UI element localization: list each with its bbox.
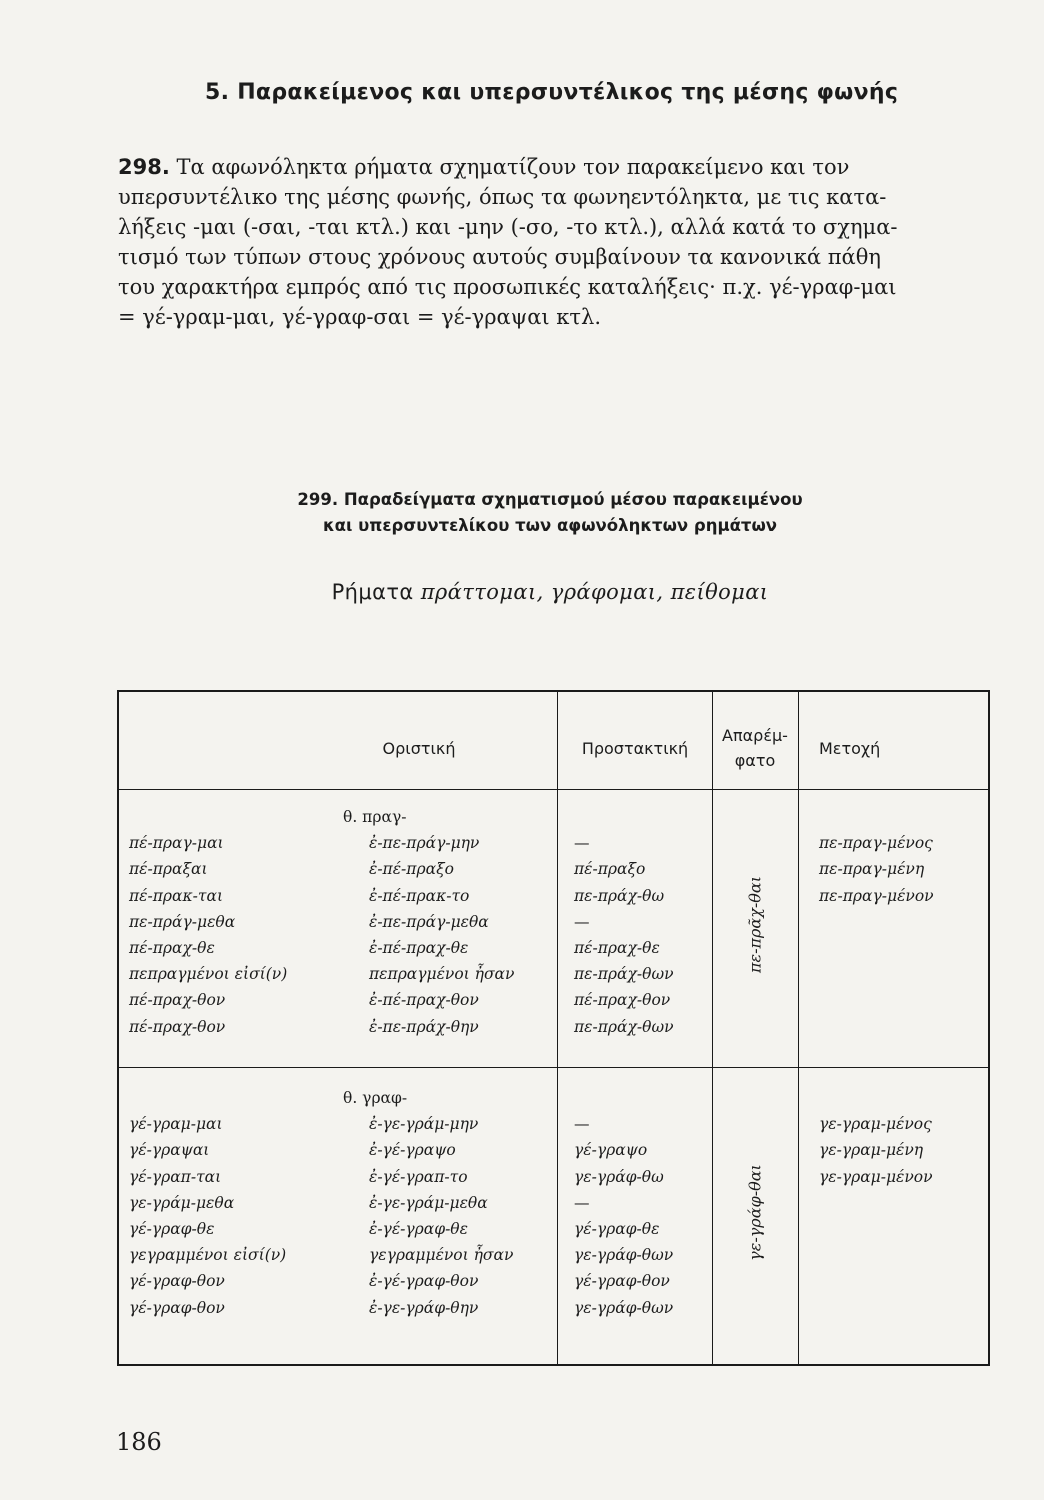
table-cell: γέ-γραπ-ται bbox=[129, 1167, 222, 1186]
table-cell: γέ-γραμ-μαι bbox=[129, 1115, 223, 1134]
table-cell: ἐ-πέ-πρακ-το bbox=[369, 886, 470, 905]
table-cell: πέ-πραξο bbox=[574, 860, 646, 879]
table-cell: πέ-πραχ-θε bbox=[574, 939, 660, 957]
table-cell: πέ-πραξαι bbox=[129, 860, 208, 879]
table-cell: ἐ-γέ-γραψο bbox=[369, 1141, 456, 1160]
table-cell: γεγραμμένοι ἦσαν bbox=[369, 1246, 514, 1265]
table-cell: πε-πράχ-θων bbox=[574, 1017, 674, 1036]
table-cell: πέ-πραγ-μαι bbox=[129, 834, 224, 853]
table-cell: ἐ-γέ-γραφ-θε bbox=[369, 1220, 468, 1238]
table-cell: — bbox=[574, 1193, 590, 1212]
header-aparemfato: Απαρέμ- φατο bbox=[722, 726, 788, 770]
table-cell: ἐ-πε-πράγ-μην bbox=[369, 834, 480, 853]
table-cell: — bbox=[574, 912, 590, 931]
table-cell: γε-γραμ-μένον bbox=[819, 1167, 933, 1186]
header-divider bbox=[119, 789, 988, 790]
table-cell: πέ-πραχ-θον bbox=[129, 991, 226, 1010]
table-cell: πέ-πραχ-θον bbox=[574, 991, 671, 1010]
table-cell: πε-πραγ-μένον bbox=[819, 886, 934, 905]
table-cell: πεπραγμένοι ἦσαν bbox=[369, 965, 515, 984]
stem-label: θ. πραγ- bbox=[343, 808, 407, 826]
table-cell: ἐ-πέ-πραχ-θον bbox=[369, 991, 479, 1010]
infinitive-vertical: πε-πρᾶχ-θαι bbox=[745, 875, 765, 974]
subheading-line-2: και υπερσυντελίκου των αφωνόληκτων ρημάτων bbox=[322, 516, 778, 535]
table-cell: πε-πράχ-θω bbox=[574, 886, 665, 905]
table-cell: πε-πραγ-μένη bbox=[819, 860, 925, 879]
table-cell: ἐ-πέ-πραξο bbox=[369, 860, 454, 879]
table-cell: γέ-γραφ-θε bbox=[574, 1220, 660, 1238]
table-cell: γε-γραμ-μένη bbox=[819, 1141, 924, 1160]
page-number: 186 bbox=[116, 1428, 162, 1456]
table-cell: γε-γράφ-θων bbox=[574, 1246, 674, 1265]
table-cell: γε-γράφ-θω bbox=[574, 1167, 664, 1186]
subheading-line-1: 299. Παραδείγματα σχηματισμού μέσου παρακειμένου bbox=[297, 490, 803, 509]
table-cell: πε-πραγ-μένος bbox=[819, 834, 933, 853]
header-oristiki: Οριστική bbox=[382, 739, 456, 758]
table-cell: πέ-πρακ-ται bbox=[129, 886, 224, 905]
table-cell: γε-γράφ-θων bbox=[574, 1298, 674, 1317]
stem-label: θ. γραφ- bbox=[343, 1089, 408, 1107]
table-cell: γέ-γραφ-θον bbox=[129, 1272, 225, 1291]
paragraph-line: 298. Τα αφωνόληκτα ρήματα σχηματίζουν τον παρακείμενο και τον bbox=[118, 155, 850, 179]
table-cell: ἐ-πε-πράγ-μεθα bbox=[369, 912, 489, 931]
table-cell: γε-γραμ-μένος bbox=[819, 1115, 932, 1134]
table-cell: γέ-γραψο bbox=[574, 1141, 648, 1160]
verbs-line bbox=[200, 580, 900, 604]
verbs-list: πράττομαι, γράφομαι, πείθομαι bbox=[420, 580, 769, 604]
table-cell: ἐ-γε-γράφ-θην bbox=[369, 1298, 479, 1317]
table-cell: πε-πράγ-μεθα bbox=[129, 912, 236, 931]
table-cell: πέ-πραχ-θον bbox=[129, 1017, 226, 1036]
paragraph-line: του χαρακτήρα εμπρός από τις προσωπικές καταλήξεις· π.χ. γέ-γραφ-μαι bbox=[118, 275, 897, 299]
table-cell: — bbox=[574, 834, 590, 853]
table-cell: γέ-γραφ-θε bbox=[129, 1220, 215, 1238]
paragraph-line: τισμό των τύπων στους χρόνους αυτούς συμβαίνουν τα κανονικά πάθη bbox=[118, 245, 881, 269]
header-prostaktiki: Προστακτική bbox=[581, 739, 689, 758]
table-cell: πεπραγμένοι εἰσί(ν) bbox=[129, 965, 288, 984]
table-cell: πε-πράχ-θων bbox=[574, 965, 674, 984]
table-cell: γε-γράμ-μεθα bbox=[129, 1193, 235, 1212]
column-divider bbox=[557, 692, 558, 1364]
column-divider bbox=[798, 692, 799, 1364]
paragraph-line: υπερσυντέλικο της μέσης φωνής, όπως τα φωνηεντόληκτα, με τις κατα- bbox=[118, 185, 887, 209]
subheading-299 bbox=[200, 487, 900, 539]
verbs-prefix: Ρήματα bbox=[331, 580, 414, 604]
table-cell: γέ-γραψαι bbox=[129, 1141, 210, 1160]
conjugation-table bbox=[117, 690, 990, 1366]
paragraph-298 bbox=[118, 152, 988, 332]
table-cell: ἐ-γε-γράμ-μεθα bbox=[369, 1193, 488, 1212]
block-divider bbox=[119, 1067, 988, 1068]
table-cell: ἐ-γε-γράμ-μην bbox=[369, 1115, 479, 1134]
paragraph-line: = γέ-γραμ-μαι, γέ-γραφ-σαι = γέ-γραψαι κτλ. bbox=[118, 305, 602, 329]
infinitive-vertical: γε-γράφ-θαι bbox=[745, 1164, 765, 1261]
table-cell: ἐ-γέ-γραφ-θον bbox=[369, 1272, 479, 1291]
table-cell: γεγραμμένοι εἰσί(ν) bbox=[129, 1246, 287, 1265]
table-cell: γέ-γραφ-θον bbox=[574, 1272, 670, 1291]
table-cell: ἐ-γέ-γραπ-το bbox=[369, 1167, 468, 1186]
column-divider bbox=[712, 692, 713, 1364]
table-cell: — bbox=[574, 1115, 590, 1134]
header-metochi: Μετοχή bbox=[819, 739, 881, 758]
paragraph-number: 298. bbox=[118, 155, 170, 179]
table-cell: πέ-πραχ-θε bbox=[129, 939, 215, 957]
paragraph-line: λήξεις -μαι (-σαι, -ται κτλ.) και -μην (-σο, -το κτλ.), αλλά κατά το σχημα- bbox=[118, 215, 898, 239]
table-cell: γέ-γραφ-θον bbox=[129, 1298, 225, 1317]
section-title: 5. Παρακείμενος και υπερσυντέλικος της μέσης φωνής bbox=[205, 80, 899, 105]
table-cell: ἐ-πε-πράχ-θην bbox=[369, 1017, 479, 1036]
table-cell: ἐ-πέ-πραχ-θε bbox=[369, 939, 469, 957]
